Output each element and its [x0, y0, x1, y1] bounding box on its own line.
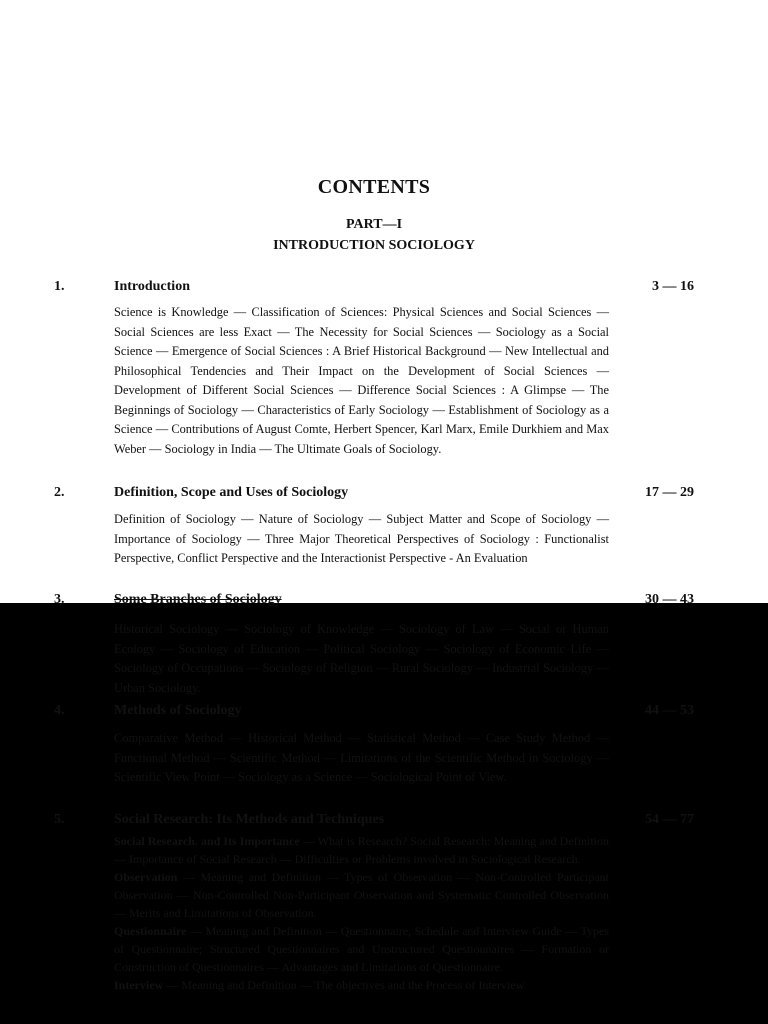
subsection: [114, 868, 609, 922]
chapter-pages: 54 — 77: [645, 812, 694, 827]
part-subtitle: INTRODUCTION SOCIOLOGY: [273, 238, 475, 253]
chapter-title: Methods of Sociology: [114, 703, 242, 718]
subsection-text: — What is Research? Social Research: Meaning and Definition — Importance of Social Research — Difficulties or Problems involved in Sociological Research.: [114, 834, 610, 866]
chapter-subsections: [114, 832, 609, 994]
subsection-heading: Observation: [114, 870, 178, 884]
chapter-title: Some Branches of Sociology: [114, 592, 282, 607]
chapter-summary: Historical Sociology — Sociology of Knowledge — Sociology of Law — Social or Human Ecology — Sociology of Education — Political Sociology — Sociology of Economic Life — Sociology of Occupations — Sociology of Religion — Rural Sociology — Industrial Sociology — Urban Sociology.: [114, 622, 609, 695]
chapter-title: Introduction: [114, 279, 190, 294]
subsection-heading: Questionnaire: [114, 924, 187, 938]
chapter-number: 2.: [54, 485, 65, 500]
chapter-summary: Definition of Sociology — Nature of Sociology — Subject Matter and Scope of Sociology — Importance of Sociology — Three Major Theoretical Perspectives of Sociology : Functionalist Perspective, Conflict Perspective and the Interactionist Perspective - An Evaluation: [114, 512, 609, 565]
subsection-text: — Meaning and Definition — The objectives and the Process of Interview: [163, 978, 525, 992]
chapter-summary: Comparative Method — Historical Method — Statistical Method — Case Study Method — Functional Method — Scientific Method — Limitations of the Scientific Method in Sociology — Scientific View Point — Sociology as a Science — Sociological Point of View.: [114, 731, 609, 784]
chapter-pages: 44 — 53: [645, 703, 694, 718]
subsection: [114, 922, 609, 976]
subsection-text: — Meaning and Definition — Types of Observation — Non-Controlled Participant Observation — Non-Controlled Non-Participant Observation and Systematic Controlled Observation — Merits and Limitations of Observation.: [114, 870, 609, 920]
part-label: PART—I: [345, 217, 403, 232]
chapter-pages: 3 — 16: [652, 279, 694, 294]
chapter-number: 5.: [54, 812, 65, 827]
subsection-heading: Social Research. and Its Importance: [114, 834, 300, 848]
subsection: [114, 976, 609, 994]
chapter-number: 4.: [54, 703, 65, 718]
subsection-heading: Interview: [114, 978, 164, 992]
chapter-title: Social Research: Its Methods and Techniques: [114, 812, 385, 827]
chapter-number: 1.: [54, 279, 65, 294]
chapter-summary: Science is Knowledge — Classification of Sciences: Physical Sciences and Social Sciences — Social Sciences are less Exact — The Necessity for Social Sciences — Sociology as a Social Science — Emergence of Social Sciences : A Brief Historical Background — New Intellectual and Philosophical Tendencies and Their Impact on the Development of Social Sciences — Development of Different Social Sciences — Difference Social Sciences : A Glimpse — The Beginnings of Sociology — Characteristics of Early Sociology — Establishment of Sociology as a Science — Contributions of August Comte, Herbert Spencer, Karl Marx, Emile Durkhiem and Max Weber — Sociology in India — The Ultimate Goals of Sociology.: [114, 305, 609, 456]
chapter-pages: 30 — 43: [645, 592, 694, 607]
page-title: CONTENTS: [317, 176, 431, 198]
chapter-number: 3.: [54, 592, 65, 607]
subsection: [114, 832, 609, 868]
chapter-title: Definition, Scope and Uses of Sociology: [114, 485, 349, 500]
chapter-pages: 17 — 29: [645, 485, 694, 500]
subsection-text: — Meaning and Definition — Questionnaire, Schedule and Interview Guide — Types of Questionnaire; Structured Questionnaires and Unstructured Questionnaires — Formation or Construction of Questionnaires — Advantages and Limitations of Questionnaire.: [114, 924, 609, 974]
